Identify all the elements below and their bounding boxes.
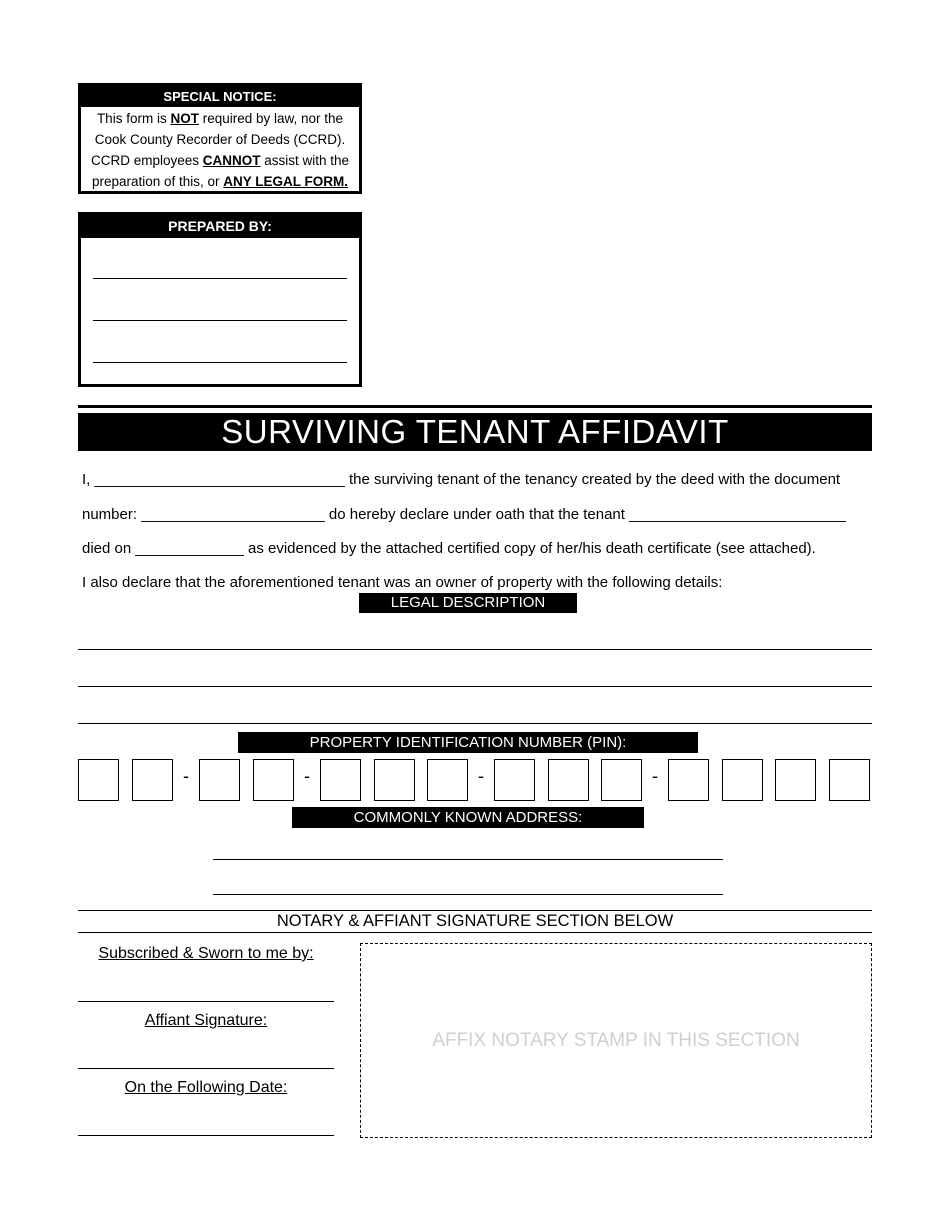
pin-digit-box[interactable]	[494, 759, 535, 801]
pin-separator: -	[478, 766, 484, 786]
notary-stamp-area	[360, 943, 872, 1138]
form-title: SURVIVING TENANT AFFIDAVIT	[78, 413, 872, 451]
pin-separator: -	[304, 766, 310, 786]
declaration-line-4: I also declare that the aforementioned tenant was an owner of property with the following details:	[82, 574, 723, 591]
notary-section-rule-bottom	[78, 932, 872, 933]
pin-separator: -	[652, 766, 658, 786]
declaration-line-2[interactable]: number: ______________________ do hereby declare under oath that the tenant __________________________	[82, 506, 847, 523]
pin-digit-box[interactable]	[320, 759, 361, 801]
prepared-by-line-3[interactable]	[93, 362, 347, 363]
pin-digit-box[interactable]	[829, 759, 870, 801]
pin-digit-box[interactable]	[427, 759, 468, 801]
pin-digit-box[interactable]	[78, 759, 119, 801]
subscribed-signature-line[interactable]	[78, 1001, 334, 1002]
pin-digit-box[interactable]	[132, 759, 173, 801]
special-notice-box	[78, 83, 362, 194]
special-notice-heading: SPECIAL NOTICE:	[81, 86, 359, 107]
special-notice-text: This form is NOT required by law, nor the Cook County Recorder of Deeds (CCRD). CCRD employees CANNOT assist with the preparation of this, or ANY LEGAL FORM.	[90, 111, 350, 189]
prepared-by-heading: PREPARED BY:	[81, 215, 359, 238]
pin-digit-box[interactable]	[374, 759, 415, 801]
legal-description-line-3[interactable]	[78, 723, 872, 724]
declaration-line-1[interactable]: I, ______________________________ the surviving tenant of the tenancy created by the deed with the document	[82, 471, 841, 488]
pin-digit-box[interactable]	[722, 759, 763, 801]
pin-digit-box[interactable]	[199, 759, 240, 801]
legal-description-line-1[interactable]	[78, 649, 872, 650]
legal-description-line-2[interactable]	[78, 686, 872, 687]
title-rule	[78, 405, 872, 408]
notary-section-rule-top	[78, 910, 872, 911]
pin-heading: PROPERTY IDENTIFICATION NUMBER (PIN):	[238, 732, 698, 753]
subscribed-label: Subscribed & Sworn to me by:	[98, 945, 314, 962]
pin-separator: -	[183, 766, 189, 786]
prepared-by-box	[78, 212, 362, 387]
prepared-by-line-2[interactable]	[93, 320, 347, 321]
affiant-signature-label: Affiant Signature:	[144, 1012, 268, 1029]
date-line[interactable]	[78, 1135, 334, 1136]
address-heading: COMMONLY KNOWN ADDRESS:	[292, 807, 644, 828]
address-line-2[interactable]	[213, 894, 723, 895]
prepared-by-line-1[interactable]	[93, 278, 347, 279]
pin-digit-box[interactable]	[668, 759, 709, 801]
pin-digit-box[interactable]	[548, 759, 589, 801]
date-label: On the Following Date:	[124, 1079, 288, 1096]
address-line-1[interactable]	[213, 859, 723, 860]
pin-digit-box[interactable]	[253, 759, 294, 801]
pin-digit-box[interactable]	[775, 759, 816, 801]
affiant-signature-line[interactable]	[78, 1068, 334, 1069]
legal-description-heading: LEGAL DESCRIPTION	[359, 593, 577, 613]
notary-section-heading: NOTARY & AFFIANT SIGNATURE SECTION BELOW	[276, 912, 674, 930]
pin-digit-box[interactable]	[601, 759, 642, 801]
notary-stamp-text: AFFIX NOTARY STAMP IN THIS SECTION	[432, 1030, 800, 1051]
declaration-line-3[interactable]: died on _____________ as evidenced by the attached certified copy of her/his death certificate (see attached).	[82, 540, 816, 557]
